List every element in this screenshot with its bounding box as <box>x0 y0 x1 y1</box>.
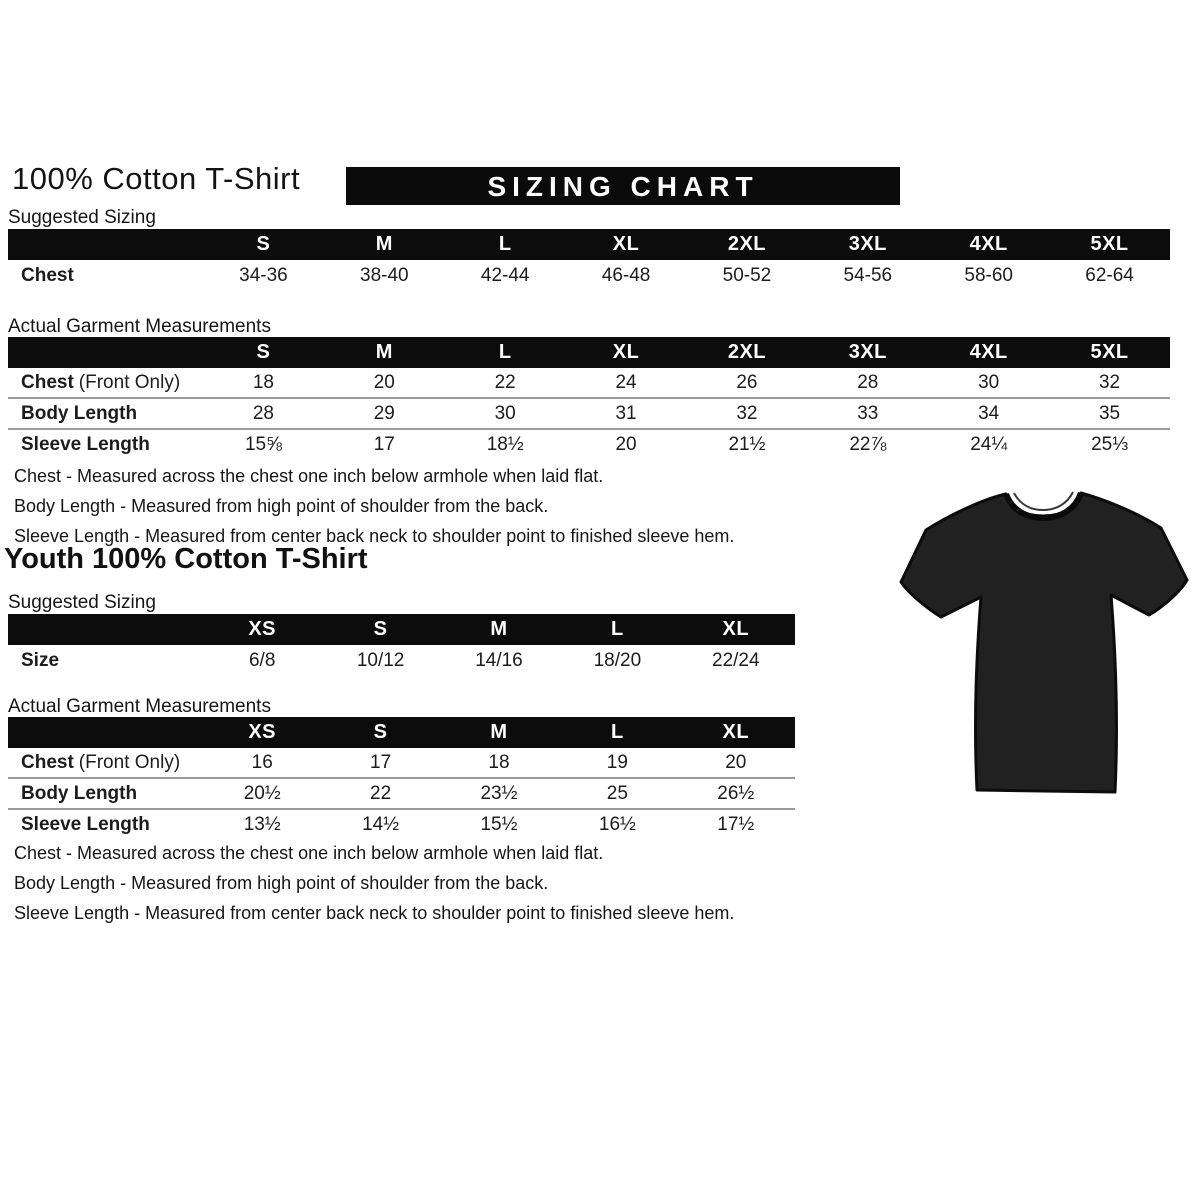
table-row <box>8 748 795 778</box>
black-tshirt-icon <box>888 470 1198 815</box>
header-row <box>8 229 1170 260</box>
column-header: XS <box>203 717 321 748</box>
column-header: S <box>203 229 324 260</box>
column-header: L <box>558 717 676 748</box>
table-row <box>8 645 795 677</box>
cell: 17½ <box>677 809 795 839</box>
corner-cell <box>8 337 203 368</box>
column-header: 3XL <box>807 229 928 260</box>
adult-suggested-sizing-table <box>8 229 1170 292</box>
cell: 15½ <box>440 809 558 839</box>
cell: 14½ <box>321 809 439 839</box>
cell: 24¼ <box>928 429 1049 459</box>
youth-garment-measurements-label: Actual Garment Measurements <box>8 696 271 717</box>
column-header: XS <box>203 614 321 645</box>
cell: 50-52 <box>722 265 772 286</box>
youth-garment-measurements-table <box>8 717 795 839</box>
column-header: L <box>445 229 566 260</box>
header-row <box>8 717 795 748</box>
note-line: Sleeve Length - Measured from center back neck to shoulder point to finished sleeve hem. <box>14 903 735 923</box>
table-row <box>8 398 1170 429</box>
adult-garment-measurements-label: Actual Garment Measurements <box>8 316 271 337</box>
table-row <box>8 809 795 839</box>
row-label: Body Length <box>8 778 203 809</box>
cell: 26½ <box>677 778 795 809</box>
cell: 23½ <box>440 778 558 809</box>
youth-suggested-sizing-table <box>8 614 795 677</box>
youth-section-title: Youth 100% Cotton T-Shirt <box>4 543 368 575</box>
cell: 30 <box>978 371 1000 393</box>
cell: 16 <box>251 751 273 773</box>
row-label: Chest (Front Only) <box>21 751 181 773</box>
cell: 15⅝ <box>203 429 324 459</box>
cell: 20½ <box>203 778 321 809</box>
column-header: XL <box>677 717 795 748</box>
cell: 18 <box>488 751 510 773</box>
note-line: Chest - Measured across the chest one inch below armhole when laid flat. <box>14 466 604 486</box>
column-header: M <box>440 717 558 748</box>
column-header: 2XL <box>687 337 808 368</box>
column-header: M <box>324 229 445 260</box>
corner-cell <box>8 229 203 260</box>
cell: 17 <box>324 429 445 459</box>
cell: 22 <box>494 371 516 393</box>
cell: 33 <box>807 398 928 429</box>
row-label: Chest <box>21 265 74 286</box>
cell: 29 <box>324 398 445 429</box>
column-header: S <box>321 614 439 645</box>
cell: 6/8 <box>248 650 276 671</box>
corner-cell <box>8 717 203 748</box>
cell: 42-44 <box>480 265 530 286</box>
cell: 10/12 <box>356 650 405 671</box>
column-header: S <box>203 337 324 368</box>
cell: 32 <box>1098 371 1121 393</box>
header-row <box>8 614 795 645</box>
cell: 21½ <box>687 429 808 459</box>
cell: 20 <box>566 429 687 459</box>
cell: 62-64 <box>1085 265 1134 286</box>
table-row <box>8 429 1170 459</box>
cell: 20 <box>725 751 747 773</box>
column-header: 2XL <box>687 229 808 260</box>
cell: 22⅞ <box>807 429 928 459</box>
note-line: Body Length - Measured from high point of shoulder from the back. <box>14 496 549 516</box>
adult-suggested-sizing-label: Suggested Sizing <box>8 207 156 228</box>
row-label: Body Length <box>8 398 203 429</box>
row-label: Size <box>21 650 60 671</box>
youth-suggested-sizing-label: Suggested Sizing <box>8 592 156 613</box>
column-header: 4XL <box>928 229 1049 260</box>
column-header: 3XL <box>807 337 928 368</box>
note-line: Sleeve Length - Measured from center back neck to shoulder point to finished sleeve hem. <box>14 526 735 546</box>
row-label: Chest (Front Only) <box>21 371 181 393</box>
column-header: 4XL <box>928 337 1049 368</box>
cell: 34-36 <box>239 265 288 286</box>
cell: 13½ <box>203 809 321 839</box>
cell: 54-56 <box>843 265 893 286</box>
column-header: L <box>558 614 676 645</box>
cell: 38-40 <box>360 265 409 286</box>
cell: 25⅓ <box>1049 429 1170 459</box>
cell: 14/16 <box>475 650 523 671</box>
column-header: S <box>321 717 439 748</box>
adult-garment-measurements-table <box>8 337 1170 459</box>
row-label: Sleeve Length <box>8 429 203 459</box>
cell: 34 <box>928 398 1049 429</box>
cell: 28 <box>203 398 324 429</box>
note-line: Chest - Measured across the chest one inch below armhole when laid flat. <box>14 843 604 863</box>
page-title: 100% Cotton T-Shirt <box>12 161 301 196</box>
cell: 31 <box>566 398 687 429</box>
table-row <box>8 260 1170 292</box>
column-header: XL <box>566 229 687 260</box>
cell: 25 <box>558 778 676 809</box>
column-header: L <box>445 337 566 368</box>
cell: 18/20 <box>593 650 642 671</box>
cell: 32 <box>687 398 808 429</box>
row-label: Sleeve Length <box>8 809 203 839</box>
column-header: 5XL <box>1049 337 1170 368</box>
table-row <box>8 778 795 809</box>
table-row <box>8 368 1170 398</box>
cell: 18 <box>252 371 274 393</box>
cell: 46-48 <box>601 265 651 286</box>
tshirt-product-image <box>888 470 1198 815</box>
column-header: M <box>324 337 445 368</box>
corner-cell <box>8 614 203 645</box>
cell: 22/24 <box>712 650 760 671</box>
cell: 17 <box>370 751 392 773</box>
column-header: M <box>440 614 558 645</box>
cell: 22 <box>321 778 439 809</box>
cell: 30 <box>445 398 566 429</box>
cell: 58-60 <box>964 265 1013 286</box>
column-header: 5XL <box>1049 229 1170 260</box>
cell: 19 <box>606 751 628 773</box>
column-header: XL <box>566 337 687 368</box>
cell: 35 <box>1049 398 1170 429</box>
cell: 18½ <box>445 429 566 459</box>
sizing-chart-banner: SIZING CHART <box>346 167 900 205</box>
cell: 16½ <box>558 809 676 839</box>
youth-measurement-notes <box>14 843 734 933</box>
cell: 20 <box>373 371 395 393</box>
header-row <box>8 337 1170 368</box>
column-header: XL <box>677 614 795 645</box>
cell: 24 <box>615 371 637 393</box>
cell: 26 <box>736 371 758 393</box>
cell: 28 <box>857 371 879 393</box>
note-line: Body Length - Measured from high point of shoulder from the back. <box>14 873 549 893</box>
